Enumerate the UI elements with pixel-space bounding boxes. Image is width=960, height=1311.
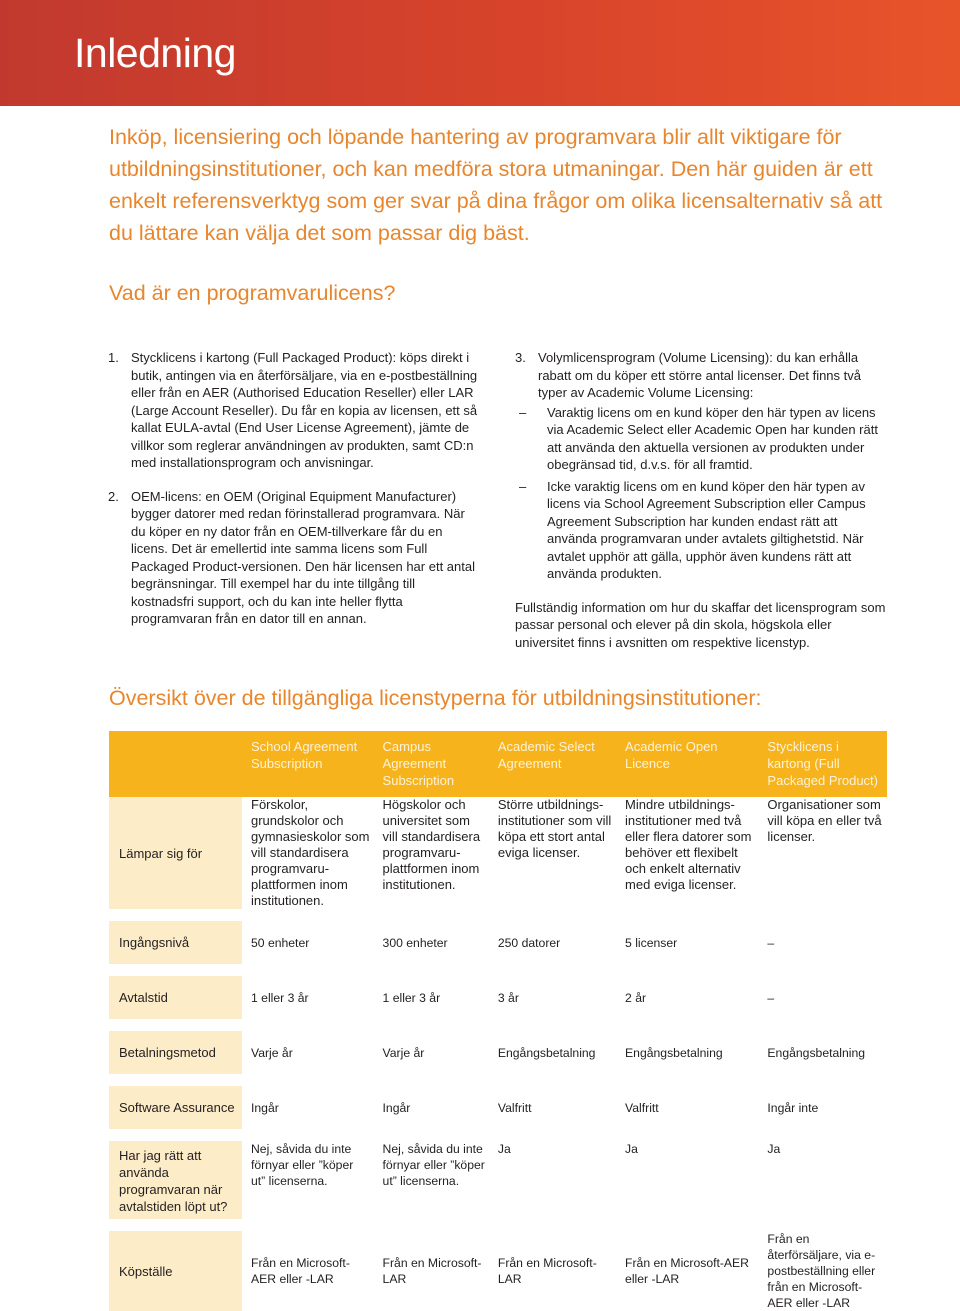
item-text: OEM-licens: en OEM (Original Equipment Manufacturer) bygger datorer med redan förinstallerad programvara. När du köper en ny dator från en OEM-tillverkare får du en licens. Det är emellertid inte samma licens som Full Packaged Product-versionen. Den här licensen har ett antal begränsningar. Till exempel har du inte tillgång till kostnadsfri support, och du kan inte heller flytta programvaran från en dator till en annan. <box>131 488 475 626</box>
table-cell: Ja <box>625 1142 638 1156</box>
table-row <box>109 921 887 964</box>
item-number: 3. <box>515 350 526 365</box>
table-cell: Varje år <box>251 1045 293 1060</box>
column-header: Stycklicens i kartong (Full Packaged Product) <box>758 731 887 797</box>
table-row <box>109 1231 887 1311</box>
table-cell: Engångsbetalning <box>497 1045 596 1060</box>
column-header: Campus Agreement Subscription <box>374 731 489 797</box>
table-cell: Större utbildnings-institutioner som vill köpa ett stort antal eviga licenser. <box>497 797 612 860</box>
column-header: Academic Open Licence <box>616 731 758 797</box>
page-header <box>0 0 960 106</box>
table-corner <box>109 731 242 797</box>
table-cell: Från en Microsoft-AER eller -LAR <box>251 1256 350 1286</box>
table-cell: 250 datorer <box>497 935 561 950</box>
intro-paragraph: Inköp, licensiering och löpande hantering av programvara blir allt viktigare för utbildningsinstitutioner, och kan medföra stora utmaningar. Den här guiden är ett enkelt referensverktyg som ger svar på dina frågor om olika licensalternativ så att du lättare kan välja det som passar dig bäst. <box>109 125 883 245</box>
table-cell: Engångsbetalning <box>767 1045 866 1060</box>
table-cell: Förskolor, grundskolor och gymnasieskolor som vill standardisera programvaru-plattformen inom institutionen. <box>251 797 370 908</box>
table-cell: Från en återförsäljare, via e-postbeställning eller från en Microsoft-AER eller -LAR <box>767 1232 876 1310</box>
table-cell: Valfritt <box>497 1100 532 1115</box>
left-column <box>108 349 478 644</box>
sub-list-item <box>515 478 887 583</box>
table-row <box>109 797 887 909</box>
table-cell: Ingår <box>382 1100 411 1115</box>
table-cell: Ingår <box>251 1100 279 1115</box>
closing-paragraph: Fullständig information om hur du skaffar det licensprogram som passar personal och elever på din skola, högskola eller universitet finns i avsnitten om respektive licenstyp. <box>515 599 886 650</box>
table-cell: Ja <box>767 1142 781 1156</box>
sub-item-text: Varaktig licens om en kund köper den här typen av licens via Academic Select eller Academic Open har kunden rätt att använda den aktuella versionen av produkten under obegränsad tid, d.v.s. för all framtid. <box>547 404 878 472</box>
row-label: Avtalstid <box>109 976 242 1019</box>
table-cell: 1 eller 3 år <box>382 990 441 1005</box>
row-label: Köpställe <box>109 1231 242 1311</box>
table-cell: 5 licenser <box>625 935 678 950</box>
item-number: 2. <box>108 488 119 504</box>
list-item <box>108 488 478 628</box>
item-text: Volymlicensprogram (Volume Licensing): du kan erhålla rabatt om du köper ett större antal licenser. Det finns två typer av Academic Volume Licensing: <box>538 350 861 400</box>
row-spacer <box>109 1129 887 1141</box>
sub-list-item <box>515 404 887 474</box>
dash-marker: – <box>519 404 527 420</box>
page-title: Inledning <box>74 30 236 76</box>
table-cell: Nej, såvida du inte förnyar eller ”köper ut” licenserna. <box>382 1142 485 1188</box>
table-cell: Från en Microsoft-AER eller -LAR <box>625 1256 749 1286</box>
table-row <box>109 976 887 1019</box>
table-cell: 2 år <box>625 990 647 1005</box>
table-cell: Organisationer som vill köpa en eller två licenser. <box>767 797 882 844</box>
table-cell: – <box>767 935 775 950</box>
table-cell: Ja <box>497 1142 511 1156</box>
table-cell: Högskolor och universitet som vill standardisera programvaru-plattformen inom institutionen. <box>382 797 481 892</box>
row-spacer <box>109 909 887 921</box>
table-cell: Engångsbetalning <box>625 1045 723 1060</box>
right-column <box>515 349 887 651</box>
list-item <box>108 349 478 472</box>
row-label: Ingångsnivå <box>109 921 242 964</box>
table-cell: 50 enheter <box>251 935 310 950</box>
column-header: School Agreement Subscription <box>242 731 374 797</box>
table-cell: Valfritt <box>625 1100 659 1115</box>
table-row <box>109 1141 887 1219</box>
overview-heading: Översikt över de tillgängliga licenstyperna för utbildningsinstitutioner: <box>109 686 762 710</box>
item-number: 1. <box>108 350 119 365</box>
table-cell: Från en Microsoft-LAR <box>497 1256 597 1286</box>
row-spacer <box>109 1019 887 1031</box>
column-header: Academic Select Agreement <box>489 731 616 797</box>
table-cell: 3 år <box>497 990 519 1005</box>
row-label: Lämpar sig för <box>109 797 242 909</box>
table-header-row <box>109 731 887 797</box>
table-cell: Från en Microsoft-LAR <box>382 1256 482 1286</box>
table-row <box>109 1086 887 1129</box>
dash-marker: – <box>519 478 527 494</box>
section-heading: Vad är en programvarulicens? <box>109 281 396 305</box>
table-cell: Ingår inte <box>767 1100 819 1115</box>
license-table <box>109 731 887 1311</box>
row-spacer <box>109 1074 887 1086</box>
sub-item-text: Icke varaktig licens om en kund köper den här typen av licens via School Agreement Subscription eller Campus Agreement Subscription har kunden endast rätt att använda programvaran under avtalets giltighetstid. När avtalet upphör att gälla, upphör även kundens rätt att använda produkten. <box>547 478 866 581</box>
row-label: Betalningsmetod <box>109 1031 242 1074</box>
table-cell: Mindre utbildnings-institutioner med två eller flera datorer som behöver ett flexibelt och enkelt alternativ med eviga licenser. <box>625 797 752 892</box>
list-item <box>515 349 887 402</box>
table-row <box>109 1031 887 1074</box>
table-cell: Nej, såvida du inte förnyar eller ”köper ut” licenserna. <box>251 1142 354 1188</box>
table-cell: Varje år <box>382 1045 425 1060</box>
table-cell: 1 eller 3 år <box>251 990 309 1005</box>
table-cell: 300 enheter <box>382 935 448 950</box>
item-text: Stycklicens i kartong (Full Packaged Product): köps direkt i butik, antingen via en återförsäljare, via en e-postbeställning eller från en AER (Authorised Education Reseller) eller LAR (Large Account Reseller). Du får en kopia av licensen, ett så kallat EULA-avtal (End User License Agreement), jämte de villkor som reglerar användningen av produkten, samt CD:n med installationsprogram och anvisningar. <box>131 350 478 470</box>
row-label: Har jag rätt att använda programvaran när avtalstiden löpt ut? <box>109 1141 242 1219</box>
row-spacer <box>109 964 887 976</box>
row-label: Software Assurance <box>109 1086 242 1129</box>
table-cell: – <box>767 990 775 1005</box>
